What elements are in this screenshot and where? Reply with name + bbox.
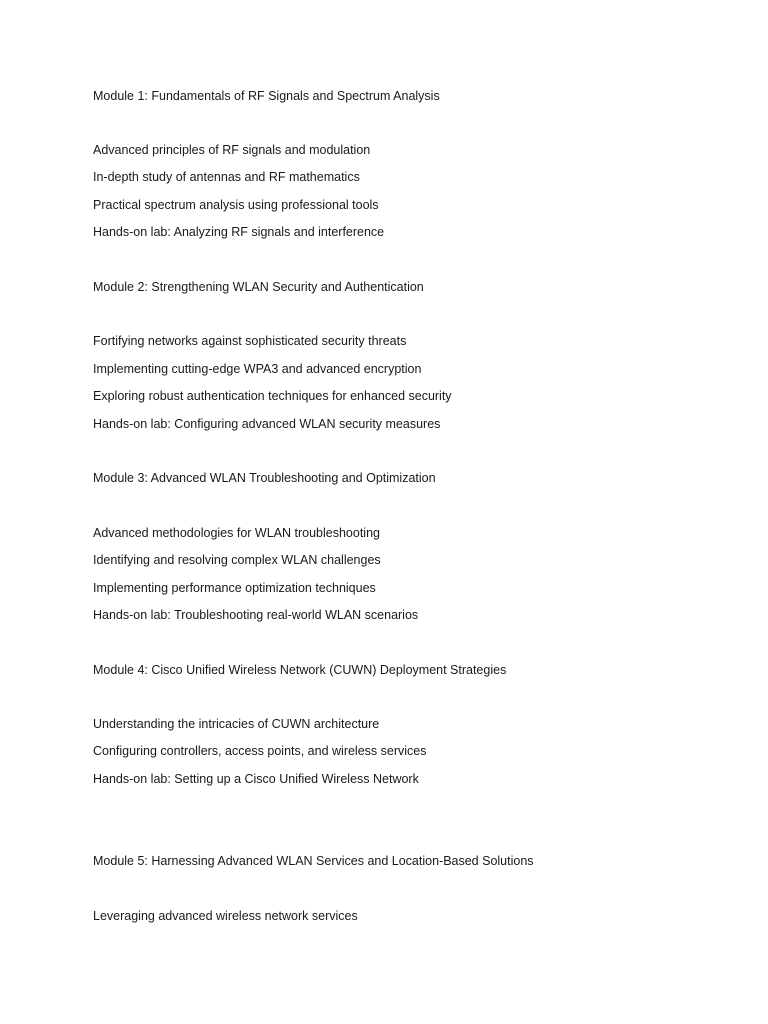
- module-4-item: Configuring controllers, access points, and wireless services: [93, 744, 427, 758]
- module-3-title: Module 3: Advanced WLAN Troubleshooting and Optimization: [93, 471, 436, 485]
- module-2-item: Hands-on lab: Configuring advanced WLAN security measures: [93, 417, 441, 431]
- module-2-title: Module 2: Strengthening WLAN Security and Authentication: [93, 280, 424, 294]
- module-1-item: In-depth study of antennas and RF mathematics: [93, 170, 360, 184]
- module-3-item: Identifying and resolving complex WLAN challenges: [93, 553, 381, 567]
- module-1-item: Advanced principles of RF signals and modulation: [93, 143, 371, 157]
- module-1-item: Hands-on lab: Analyzing RF signals and interference: [93, 225, 385, 239]
- module-3-item: Implementing performance optimization techniques: [93, 581, 376, 595]
- module-4-title: Module 4: Cisco Unified Wireless Network (CUWN) Deployment Strategies: [93, 663, 507, 677]
- module-5-item: Leveraging advanced wireless network services: [93, 909, 358, 923]
- module-1-title: Module 1: Fundamentals of RF Signals and Spectrum Analysis: [93, 89, 440, 103]
- module-3-item: Hands-on lab: Troubleshooting real-world WLAN scenarios: [93, 608, 419, 622]
- module-5-title: Module 5: Harnessing Advanced WLAN Services and Location-Based Solutions: [93, 854, 534, 868]
- module-2-item: Fortifying networks against sophisticated security threats: [93, 334, 407, 348]
- module-2-item: Exploring robust authentication techniques for enhanced security: [93, 389, 452, 403]
- module-4-item: Hands-on lab: Setting up a Cisco Unified Wireless Network: [93, 772, 419, 786]
- module-1-item: Practical spectrum analysis using professional tools: [93, 198, 379, 212]
- module-4-item: Understanding the intricacies of CUWN architecture: [93, 717, 380, 731]
- module-3-item: Advanced methodologies for WLAN troubleshooting: [93, 526, 380, 540]
- module-2-item: Implementing cutting-edge WPA3 and advanced encryption: [93, 362, 422, 376]
